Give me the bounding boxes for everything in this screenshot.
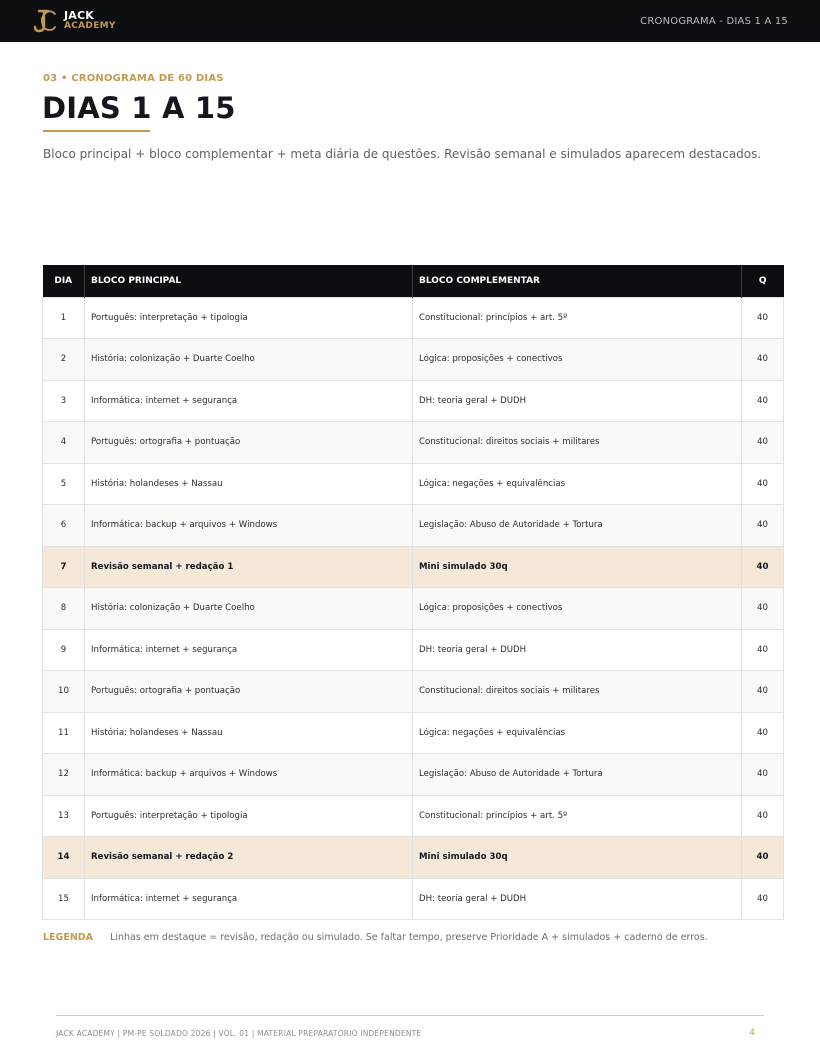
cell-bloco-principal: História: colonização + Duarte Coelho — [85, 588, 413, 630]
cell-bloco-complementar: Legislação: Abuso de Autoridade + Tortura — [413, 505, 742, 547]
cell-bloco-complementar: Legislação: Abuso de Autoridade + Tortura — [413, 754, 742, 796]
cell-bloco-principal: Português: ortografia + pontuação — [85, 422, 413, 464]
cell-dia: 15 — [43, 878, 85, 920]
cell-dia: 11 — [43, 712, 85, 754]
cell-bloco-principal: Revisão semanal + redação 1 — [85, 546, 413, 588]
brand-sub: ACADEMY — [64, 21, 116, 31]
cell-bloco-principal: Informática: internet + segurança — [85, 878, 413, 920]
cell-questoes: 40 — [742, 588, 784, 630]
cell-questoes: 40 — [742, 712, 784, 754]
col-header-principal: BLOCO PRINCIPAL — [85, 265, 413, 297]
cell-bloco-complementar: Lógica: negações + equivalências — [413, 712, 742, 754]
cell-dia: 6 — [43, 505, 85, 547]
cell-bloco-principal: História: colonização + Duarte Coelho — [85, 339, 413, 381]
table-row — [43, 339, 784, 381]
cell-bloco-principal: Revisão semanal + redação 2 — [85, 837, 413, 879]
jc-monogram-icon — [30, 8, 58, 34]
lead-paragraph: Bloco principal + bloco complementar + meta diária de questões. Revisão semanal e simulados aparecem destacados. — [43, 147, 762, 161]
table-row — [43, 505, 784, 547]
table-header-row — [43, 265, 784, 297]
eyebrow: 03 • CRONOGRAMA DE 60 DIAS — [43, 73, 224, 84]
cell-bloco-complementar: Mini simulado 30q — [413, 837, 742, 879]
cell-questoes: 40 — [742, 546, 784, 588]
footer-divider — [56, 1015, 764, 1016]
page-number: 4 — [749, 1028, 755, 1038]
table-row — [43, 671, 784, 713]
cell-bloco-principal: Informática: internet + segurança — [85, 380, 413, 422]
cell-bloco-complementar: DH: teoria geral + DUDH — [413, 380, 742, 422]
cell-dia: 10 — [43, 671, 85, 713]
cell-questoes: 40 — [742, 837, 784, 879]
table-row — [43, 297, 784, 339]
section-title: CRONOGRAMA - DIAS 1 A 15 — [640, 15, 788, 27]
cell-bloco-complementar: Lógica: proposições + conectivos — [413, 588, 742, 630]
table-row — [43, 712, 784, 754]
cell-dia: 7 — [43, 546, 85, 588]
cell-dia: 9 — [43, 629, 85, 671]
cell-dia: 8 — [43, 588, 85, 630]
brand-name: JACK — [64, 9, 95, 22]
cell-bloco-complementar: Lógica: proposições + conectivos — [413, 339, 742, 381]
legend-key: LEGENDA — [43, 932, 94, 943]
footer-text: JACK ACADEMY | PM-PE SOLDADO 2026 | VOL. 01 | MATERIAL PREPARATÓRIO INDEPENDENTE — [56, 1029, 422, 1038]
cell-dia: 5 — [43, 463, 85, 505]
cell-dia: 13 — [43, 795, 85, 837]
cell-bloco-principal: História: holandeses + Nassau — [85, 463, 413, 505]
table-row — [43, 380, 784, 422]
cell-bloco-complementar: Lógica: negações + equivalências — [413, 463, 742, 505]
cell-questoes: 40 — [742, 339, 784, 381]
col-header-dia: DIA — [43, 265, 85, 297]
cell-bloco-principal: Português: ortografia + pontuação — [85, 671, 413, 713]
cell-bloco-complementar: Constitucional: princípios + art. 5º — [413, 795, 742, 837]
cell-questoes: 40 — [742, 754, 784, 796]
legend-text: Linhas em destaque = revisão, redação ou simulado. Se faltar tempo, preserve Prioridade A + simulados + caderno de erros. — [110, 932, 708, 943]
table-row — [43, 463, 784, 505]
cell-bloco-complementar: Constitucional: direitos sociais + militares — [413, 671, 742, 713]
top-bar — [0, 0, 820, 42]
cell-questoes: 40 — [742, 505, 784, 547]
table-row — [43, 795, 784, 837]
cell-questoes: 40 — [742, 380, 784, 422]
cell-questoes: 40 — [742, 463, 784, 505]
cell-questoes: 40 — [742, 795, 784, 837]
cell-bloco-complementar: Mini simulado 30q — [413, 546, 742, 588]
cell-bloco-complementar: DH: teoria geral + DUDH — [413, 629, 742, 671]
col-header-complementar: BLOCO COMPLEMENTAR — [413, 265, 742, 297]
table-row — [43, 588, 784, 630]
col-header-q: Q — [742, 265, 784, 297]
cell-dia: 14 — [43, 837, 85, 879]
cell-questoes: 40 — [742, 671, 784, 713]
cell-dia: 2 — [43, 339, 85, 381]
cell-questoes: 40 — [742, 422, 784, 464]
cell-bloco-principal: Informática: backup + arquivos + Windows — [85, 505, 413, 547]
schedule-table — [42, 265, 784, 920]
table-row — [43, 754, 784, 796]
table-row — [43, 546, 784, 588]
legend — [43, 932, 708, 943]
cell-bloco-principal: Português: interpretação + tipologia — [85, 297, 413, 339]
cell-bloco-principal: Português: interpretação + tipologia — [85, 795, 413, 837]
table-row — [43, 878, 784, 920]
cell-questoes: 40 — [742, 297, 784, 339]
cell-dia: 1 — [43, 297, 85, 339]
cell-dia: 3 — [43, 380, 85, 422]
cell-questoes: 40 — [742, 878, 784, 920]
cell-dia: 4 — [43, 422, 85, 464]
cell-dia: 12 — [43, 754, 85, 796]
page-title: DIAS 1 A 15 — [42, 91, 236, 125]
cell-bloco-principal: Informática: internet + segurança — [85, 629, 413, 671]
cell-bloco-complementar: Constitucional: direitos sociais + militares — [413, 422, 742, 464]
table-row — [43, 422, 784, 464]
cell-questoes: 40 — [742, 629, 784, 671]
table-body — [43, 297, 784, 920]
cell-bloco-complementar: Constitucional: princípios + art. 5º — [413, 297, 742, 339]
table-row — [43, 837, 784, 879]
cell-bloco-principal: Informática: backup + arquivos + Windows — [85, 754, 413, 796]
brand — [30, 8, 116, 34]
table-row — [43, 629, 784, 671]
title-underline — [43, 130, 150, 132]
cell-bloco-complementar: DH: teoria geral + DUDH — [413, 878, 742, 920]
cell-bloco-principal: História: holandeses + Nassau — [85, 712, 413, 754]
